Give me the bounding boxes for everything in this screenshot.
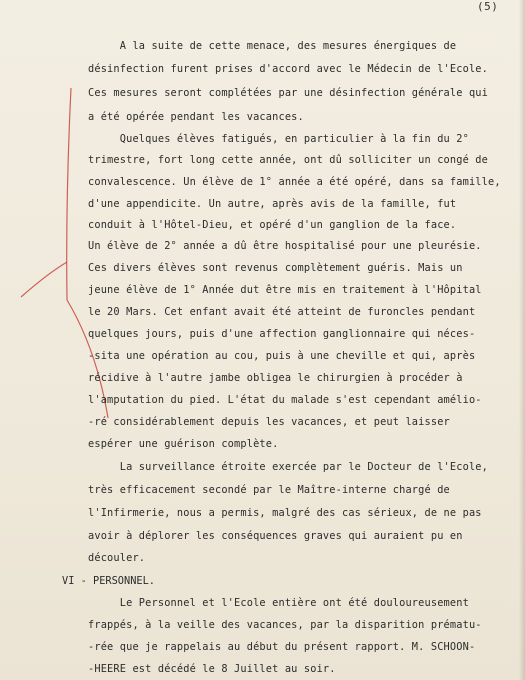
section-heading: VI - PERSONNEL.	[62, 575, 155, 587]
text-line: convalescence. Un élève de 1° année a été opéré, dans sa famille,	[88, 176, 501, 188]
text-line: -rée que je rappelais au début du présent rapport. M. SCHOON-	[88, 641, 476, 653]
text-line: trimestre, fort long cette année, ont dû solliciter un congé de	[88, 154, 489, 166]
text-line: découler.	[88, 552, 146, 564]
text-line: l'amputation du pied. L'état du malade s'est cependant amélio-	[88, 394, 482, 406]
text-line: La surveillance étroite exercée par le Docteur de l'Ecole,	[88, 461, 489, 473]
text-line: conduit à l'Hôtel-Dieu, et opéré d'un ganglion de la face.	[88, 219, 457, 231]
page-number: (5)	[477, 0, 499, 13]
text-line: récidive à l'autre jambe obligea le chirurgien à procéder à	[88, 372, 463, 384]
text-line: très efficacement secondé par le Maître-interne chargé de	[88, 484, 450, 496]
text-line: a été opérée pendant les vacances.	[88, 111, 304, 123]
text-line: quelques jours, puis d'une affection ganglionnaire qui néces-	[88, 328, 476, 340]
text-line: désinfection furent prises d'accord avec le Médecin de l'Ecole.	[88, 63, 489, 75]
text-line: avoir à déplorer les conséquences graves qui auraient pu en	[88, 530, 463, 542]
text-line: Ces mesures seront complétées par une désinfection générale qui	[88, 87, 489, 99]
text-line: Quelques élèves fatigués, en particulier à la fin du 2°	[88, 133, 469, 145]
text-line: d'une appendicite. Un autre, après avis de la famille, fut	[88, 198, 457, 210]
text-line: espérer une guérison complète.	[88, 438, 279, 450]
text-line: frappés, à la veille des vacances, par la disparition prématu-	[88, 619, 482, 631]
text-line: -HEERE est décédé le 8 Juillet au soir.	[88, 663, 336, 675]
page-edge-shadow	[519, 0, 525, 680]
text-line: jeune élève de 1° Année dut être mis en traitement à l'Hôpital	[88, 284, 482, 296]
text-line: Ces divers élèves sont revenus complètement guéris. Mais un	[88, 262, 463, 274]
text-line: A la suite de cette menace, des mesures énergiques de	[88, 40, 457, 52]
text-line: Le Personnel et l'Ecole entière ont été douloureusement	[88, 597, 469, 609]
text-line: Un élève de 2° année a dû être hospitalisé pour une pleurésie.	[88, 240, 482, 252]
text-line: le 20 Mars. Cet enfant avait été atteint de furoncles pendant	[88, 306, 476, 318]
text-line: l'Infirmerie, nous a permis, malgré des cas sérieux, de ne pas	[88, 507, 482, 519]
text-line: -sita une opération au cou, puis à une cheville et qui, après	[88, 350, 476, 362]
text-line: -ré considérablement depuis les vacances, et peut laisser	[88, 416, 450, 428]
